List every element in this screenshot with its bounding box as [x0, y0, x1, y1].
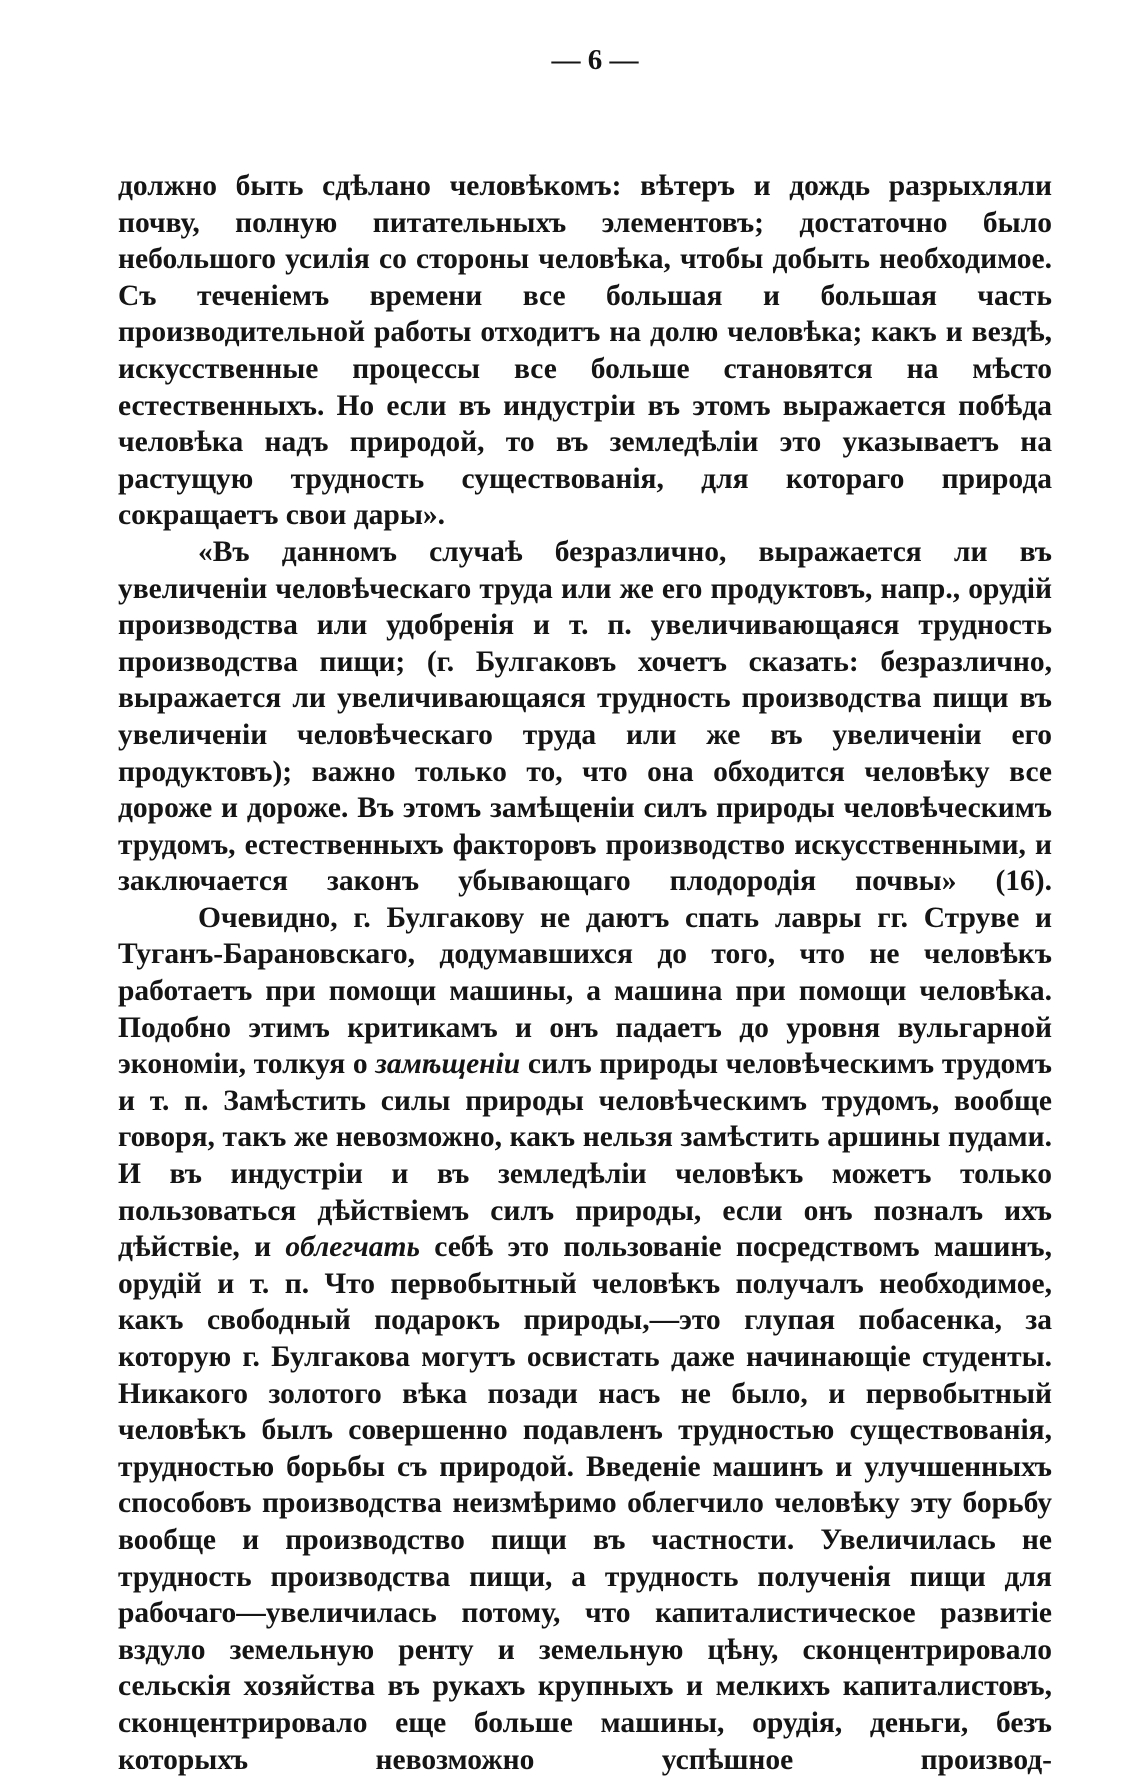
paragraph-text-segment: Очевидно, г. Булгакову не даютъ спать лавры гг. Струве и Туганъ-Барановскаго, додумавшихся до того, что не человѣкъ работаетъ при помощи машины, а машина при помощи человѣка. Подобно этимъ критикамъ и онъ падаетъ до уровня вульгарной экономіи, толкуя о: [118, 901, 1052, 1081]
emphasized-word-ease: облегчать: [285, 1231, 420, 1264]
page-number: — 6 —: [551, 44, 639, 76]
paragraph-text-segment: силъ природы человѣческимъ трудомъ и т. п. Замѣстить силы природы человѣческимъ трудомъ, вообще говоря, такъ же невозможно, какъ нельзя замѣстить аршины пудами. И въ индустріи и въ земледѣліи человѣкъ можетъ только пользоваться дѣйствіемъ силъ природы, если онъ позналъ ихъ дѣйствіе, и: [118, 1048, 1052, 1264]
paragraph-text-segment: себѣ это пользованіе посредствомъ машинъ, орудій и т. п. Что первобытный человѣкъ получалъ необходимое, какъ свободный подарокъ природы,—это глупая побасенка, за которую г. Булгакова могутъ освистать даже начинающіе студенты. Никакого золотого вѣка позади насъ не было, и первобытный человѣкъ былъ совершенно подавленъ трудностью существованія, трудностью борьбы съ природой. Введеніе машинъ и улучшенныхъ способовъ производства неизмѣримо облегчило человѣку эту борьбу вообще и производство пищи въ частности. Увеличилась не трудность производства пищи, а трудность полученія пищи для рабочаго—увеличилась потому, что капиталистическое развитіе вздуло земельную ренту и земельную цѣну, сконцентрировало сельскія хозяйства въ рукахъ крупныхъ и мелкихъ капиталистовъ, сконцентрировало еще больше машины, орудія, деньги, безъ которыхъ невозможно успѣшное производ-: [118, 1231, 1052, 1776]
paragraph-commentary: [118, 900, 1052, 1778]
paragraph-quotation: «Въ данномъ случаѣ безразлично, выражается ли въ увеличеніи человѣческаго труда или же его продуктовъ, напр., орудій производства или удобренія и т. п. увеличивающаяся трудность производства пищи; (г. Булгаковъ хочетъ сказать: безразлично, выражается ли увеличивающаяся трудность производства пищи въ увеличеніи человѣческаго труда или же въ увеличеніи его продуктовъ); важно только то, что она обходится человѣку все дороже и дороже. Въ этомъ замѣщеніи силъ природы человѣческимъ трудомъ, естественныхъ факторовъ производство искусственными, и заключается законъ убывающаго плодородія почвы» (16).: [118, 535, 1052, 898]
emphasized-word-replacement: замѣщеніи: [375, 1048, 521, 1081]
paragraph-continuation: должно быть сдѣлано человѣкомъ: вѣтеръ и дождь разрыхляли почву, полную питательныхъ элементовъ; достаточно было небольшого усилія со стороны человѣка, чтобы добыть необходимое. Съ теченіемъ времени все большая и большая часть производительной работы отходитъ на долю человѣка; какъ и вездѣ, искусственные процессы все больше становятся на мѣсто естественныхъ. Но если въ индустріи въ этомъ выражается побѣда человѣка надъ природой, то въ земледѣліи это указываетъ на растущую трудность существованія, для котораго природа сокращаетъ свои дары».: [118, 170, 1052, 532]
